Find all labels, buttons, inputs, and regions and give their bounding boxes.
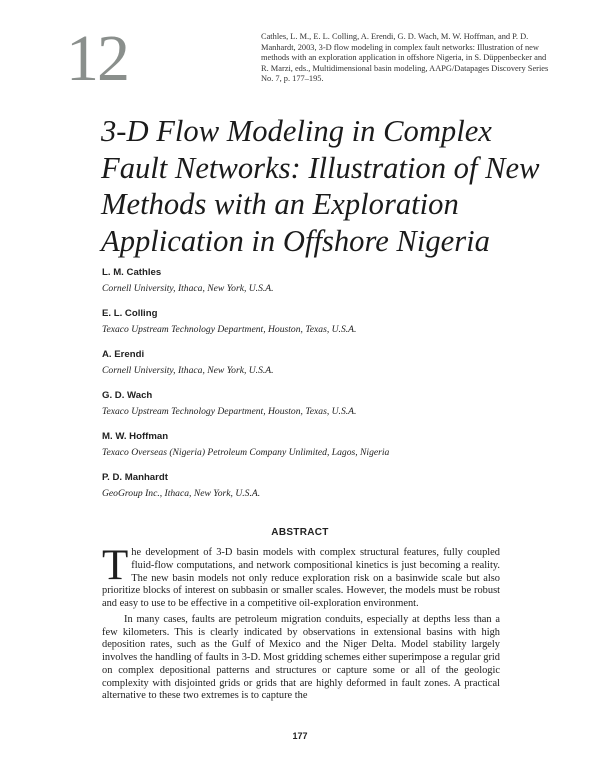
author-affiliation: Cornell University, Ithaca, New York, U.S.A. xyxy=(102,365,274,376)
abstract-paragraph xyxy=(102,542,500,611)
author-list xyxy=(102,267,552,513)
page-number: 177 xyxy=(292,731,308,741)
author-name: L. M. Cathles xyxy=(102,267,162,278)
author-entry xyxy=(102,472,552,513)
author-affiliation: Cornell University, Ithaca, New York, U.S.A. xyxy=(102,283,274,294)
author-affiliation: GeoGroup Inc., Ithaca, New York, U.S.A. xyxy=(102,488,261,499)
author-entry xyxy=(102,431,552,472)
abstract-paragraph: In many cases, faults are petroleum migration conduits, especially at depths less than a few kilometers. This is clearly indicated by observations in extensional basins with high deposition rates, such as the Gulf of Mexico and the Niger Delta. Model stability largely involves the handling of faults in 3-D. Most gridding schemes either superimpose a regular grid on complex depositional patterns and structures or capture some or all of the geologic complexity with disjointed grids or grids that are highly deformed in fault zones. A practical alternative to these two extremes is to capture the xyxy=(102,613,500,702)
citation: Cathles, L. M., E. L. Colling, A. Erendi, G. D. Wach, M. W. Hoffman, and P. D. Manhardt, 2003, 3-D flow modeling in complex fault networks: Illustration of new methods with an exploration application in offshore Nigeria, in S. Düppenbecker and R. Marzi, eds., Multidimensional basin modeling, AAPG/Datapages Discovery Series No. 7, p. 177–195. xyxy=(261,32,549,84)
author-name: A. Erendi xyxy=(102,349,145,360)
author-entry xyxy=(102,349,552,390)
author-name: P. D. Manhardt xyxy=(102,472,168,483)
author-name: E. L. Colling xyxy=(102,308,158,319)
author-entry xyxy=(102,390,552,431)
author-name: G. D. Wach xyxy=(102,390,153,401)
drop-cap: T xyxy=(102,542,129,589)
author-affiliation: Texaco Overseas (Nigeria) Petroleum Company Unlimited, Lagos, Nigeria xyxy=(102,447,390,458)
author-entry xyxy=(102,267,552,308)
paper-title: 3-D Flow Modeling in Complex Fault Networks: Illustration of New Methods with an Exploration Application in Offshore Nigeria xyxy=(101,114,540,258)
chapter-number: 12 xyxy=(66,22,128,95)
abstract-paragraph-text: he development of 3-D basin models with complex structural features, fully coupled fluid-flow computations, and network compositional kinetics is just becoming a reality. The new basin models not only reduce exploration risk on a basinwide scale but also prioritize blocks of interest on subbasin or smaller scales. However, the models must be robust and easy to use to be effective in a competitive oil-exploration environment. xyxy=(102,547,500,609)
author-entry xyxy=(102,308,552,349)
author-affiliation: Texaco Upstream Technology Department, Houston, Texas, U.S.A. xyxy=(102,324,357,335)
author-affiliation: Texaco Upstream Technology Department, Houston, Texas, U.S.A. xyxy=(102,406,357,417)
abstract-body xyxy=(102,542,500,703)
author-name: M. W. Hoffman xyxy=(102,431,169,442)
abstract-heading: ABSTRACT xyxy=(271,527,329,538)
